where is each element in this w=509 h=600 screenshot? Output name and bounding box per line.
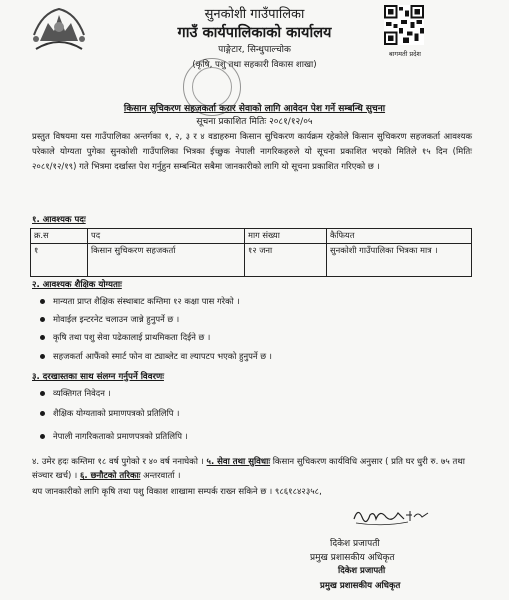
table-row — [31, 244, 472, 277]
municipality-name: सुनकोशी गाउँपालिका — [204, 7, 305, 22]
bullet-icon — [40, 391, 45, 396]
list-item-text: मान्यता प्राप्त शैक्षिक संस्थाबाट कम्तिमा १२ कक्षा पास गरेको । — [53, 296, 240, 306]
column-header: माग संख्या — [245, 229, 327, 244]
section-1-title: १. आवश्यक पदः — [32, 215, 86, 225]
bullet-icon — [40, 335, 45, 340]
selection-label: ६. छनौटको तरिकाः — [79, 471, 141, 481]
column-header: क्र.स — [31, 229, 88, 244]
section-3-title: ३. दरखास्तका साथ संलग्न गर्नुपर्ने विवरणः — [32, 372, 164, 382]
bullet-icon — [40, 317, 45, 322]
qr-caption: बागमती प्रदेश — [389, 50, 421, 58]
branch-name: (कृषि, पशु तथा सहकारी विकास शाखा) — [192, 60, 317, 70]
column-header: पद — [88, 229, 245, 244]
list-item — [40, 431, 188, 442]
bullet-icon — [40, 411, 45, 416]
facility-label: ५. सेवा तथा सुविधाः — [206, 457, 271, 467]
table-header-row — [31, 229, 472, 244]
list-item-text: कृषि तथा पशु सेवा पढेकालाई प्राथमिकता दिईने छ । — [53, 332, 211, 342]
stamp-name: दिकेश प्रजापती — [338, 566, 386, 576]
list-item — [40, 314, 179, 325]
vacancy-table — [30, 228, 472, 277]
handwritten-signature — [352, 505, 430, 527]
column-header: कैफियत — [327, 229, 472, 244]
stamp-title: प्रमुख प्रशासकीय अधिकृत — [320, 581, 401, 591]
section-2-title: २. आवश्यक शैक्षिक योग्यताः — [32, 280, 122, 290]
table-cell: किसान सुचिकरण सहजकर्ता — [88, 244, 245, 277]
list-item-text: नेपाली नागरिकताको प्रमाणपत्रको प्रतिलिपि । — [53, 431, 188, 441]
notice-subject: किसान सुचिकरण सहजकर्ता करार सेवाको लागि आवेदन पेश गर्ने सम्बन्धि सुचना — [123, 104, 386, 114]
list-item-text: व्यक्तिगत निवेदन । — [53, 388, 111, 398]
notice-intro: प्रस्तुत विषयमा यस गाउँपालिका अन्तर्गका १, २, ३ र ४ वडाहरुमा किसान सुचिकरण कार्यक्रम रहेकोले किसान सुचिकरण सहजकर्ता आवश्यक परेकाले योग्यता पुगेका सुनकोशी गाउँपालिका भित्रका ईच्छुक नेपाली नागरिकहरुले यो सूचना प्रकाशित भएको मितिले १५ दिन (मितिः २०८१/१२/१९) गते भित्रमा दर्खास्त पेश गर्नुहुन सम्बन्धित सबैमा जानकारीको लागि यो सूचना प्रकाशित गरिएको छ । — [32, 132, 472, 172]
contact-line: थप जानकारीको लागि कृषि तथा पशु विकाश शाखामा सम्पर्क राख्न सकिने छ । ९८६१८४२३५८, — [32, 487, 322, 497]
list-item — [40, 388, 111, 399]
terms-paragraph — [32, 455, 472, 483]
office-name: गाउँ कार्यपालिकाको कार्यालय — [177, 25, 332, 41]
bullet-icon — [40, 354, 45, 359]
publish-date: सूचना प्रकाशित मितिः २०८१/१२/०५ — [196, 117, 313, 127]
selection-text: अन्तरवार्ता । — [143, 471, 181, 481]
table-cell: सुनकोशी गाउँपालिका भित्रका मात्र । — [327, 244, 472, 277]
list-item-text: मोवाईल इन्टरनेट चलाउन जान्ने हुनुपर्ने छ । — [53, 314, 180, 324]
list-item — [40, 408, 179, 419]
table-cell: १ — [31, 244, 88, 277]
list-item-text: सहजकर्ता आफैंको स्मार्ट फोन वा ट्याब्लेट वा ल्यापटप भएको हुनुपर्ने छ । — [53, 351, 272, 361]
age-limit: ४. उमेर हदः कम्तिमा १८ वर्ष पुगेको र ४० वर्ष ननाघेको । — [32, 457, 204, 467]
signatory-name: दिकेश प्रजापती — [330, 539, 380, 549]
office-address: पाङ्गेटार, सिन्धुपाल्चोक — [218, 45, 291, 55]
list-item — [40, 332, 210, 343]
facility-text: किसान सुचिकरण कार्यविधि अनुसार ( प्रति घर धुरी रु. ७५ तथा संञ्चार खर्च) । — [32, 457, 466, 481]
signatory-title: प्रमुख प्रशासकीय अधिकृत — [310, 553, 395, 563]
bullet-icon — [40, 299, 45, 304]
list-item-text: शैक्षिक योग्यताको प्रमाणपत्रको प्रतिलिपि । — [53, 408, 180, 418]
list-item — [40, 351, 272, 362]
qr-code-icon — [384, 5, 424, 45]
list-item — [40, 296, 240, 307]
bullet-icon — [40, 434, 45, 439]
table-cell: १२ जना — [245, 244, 327, 277]
